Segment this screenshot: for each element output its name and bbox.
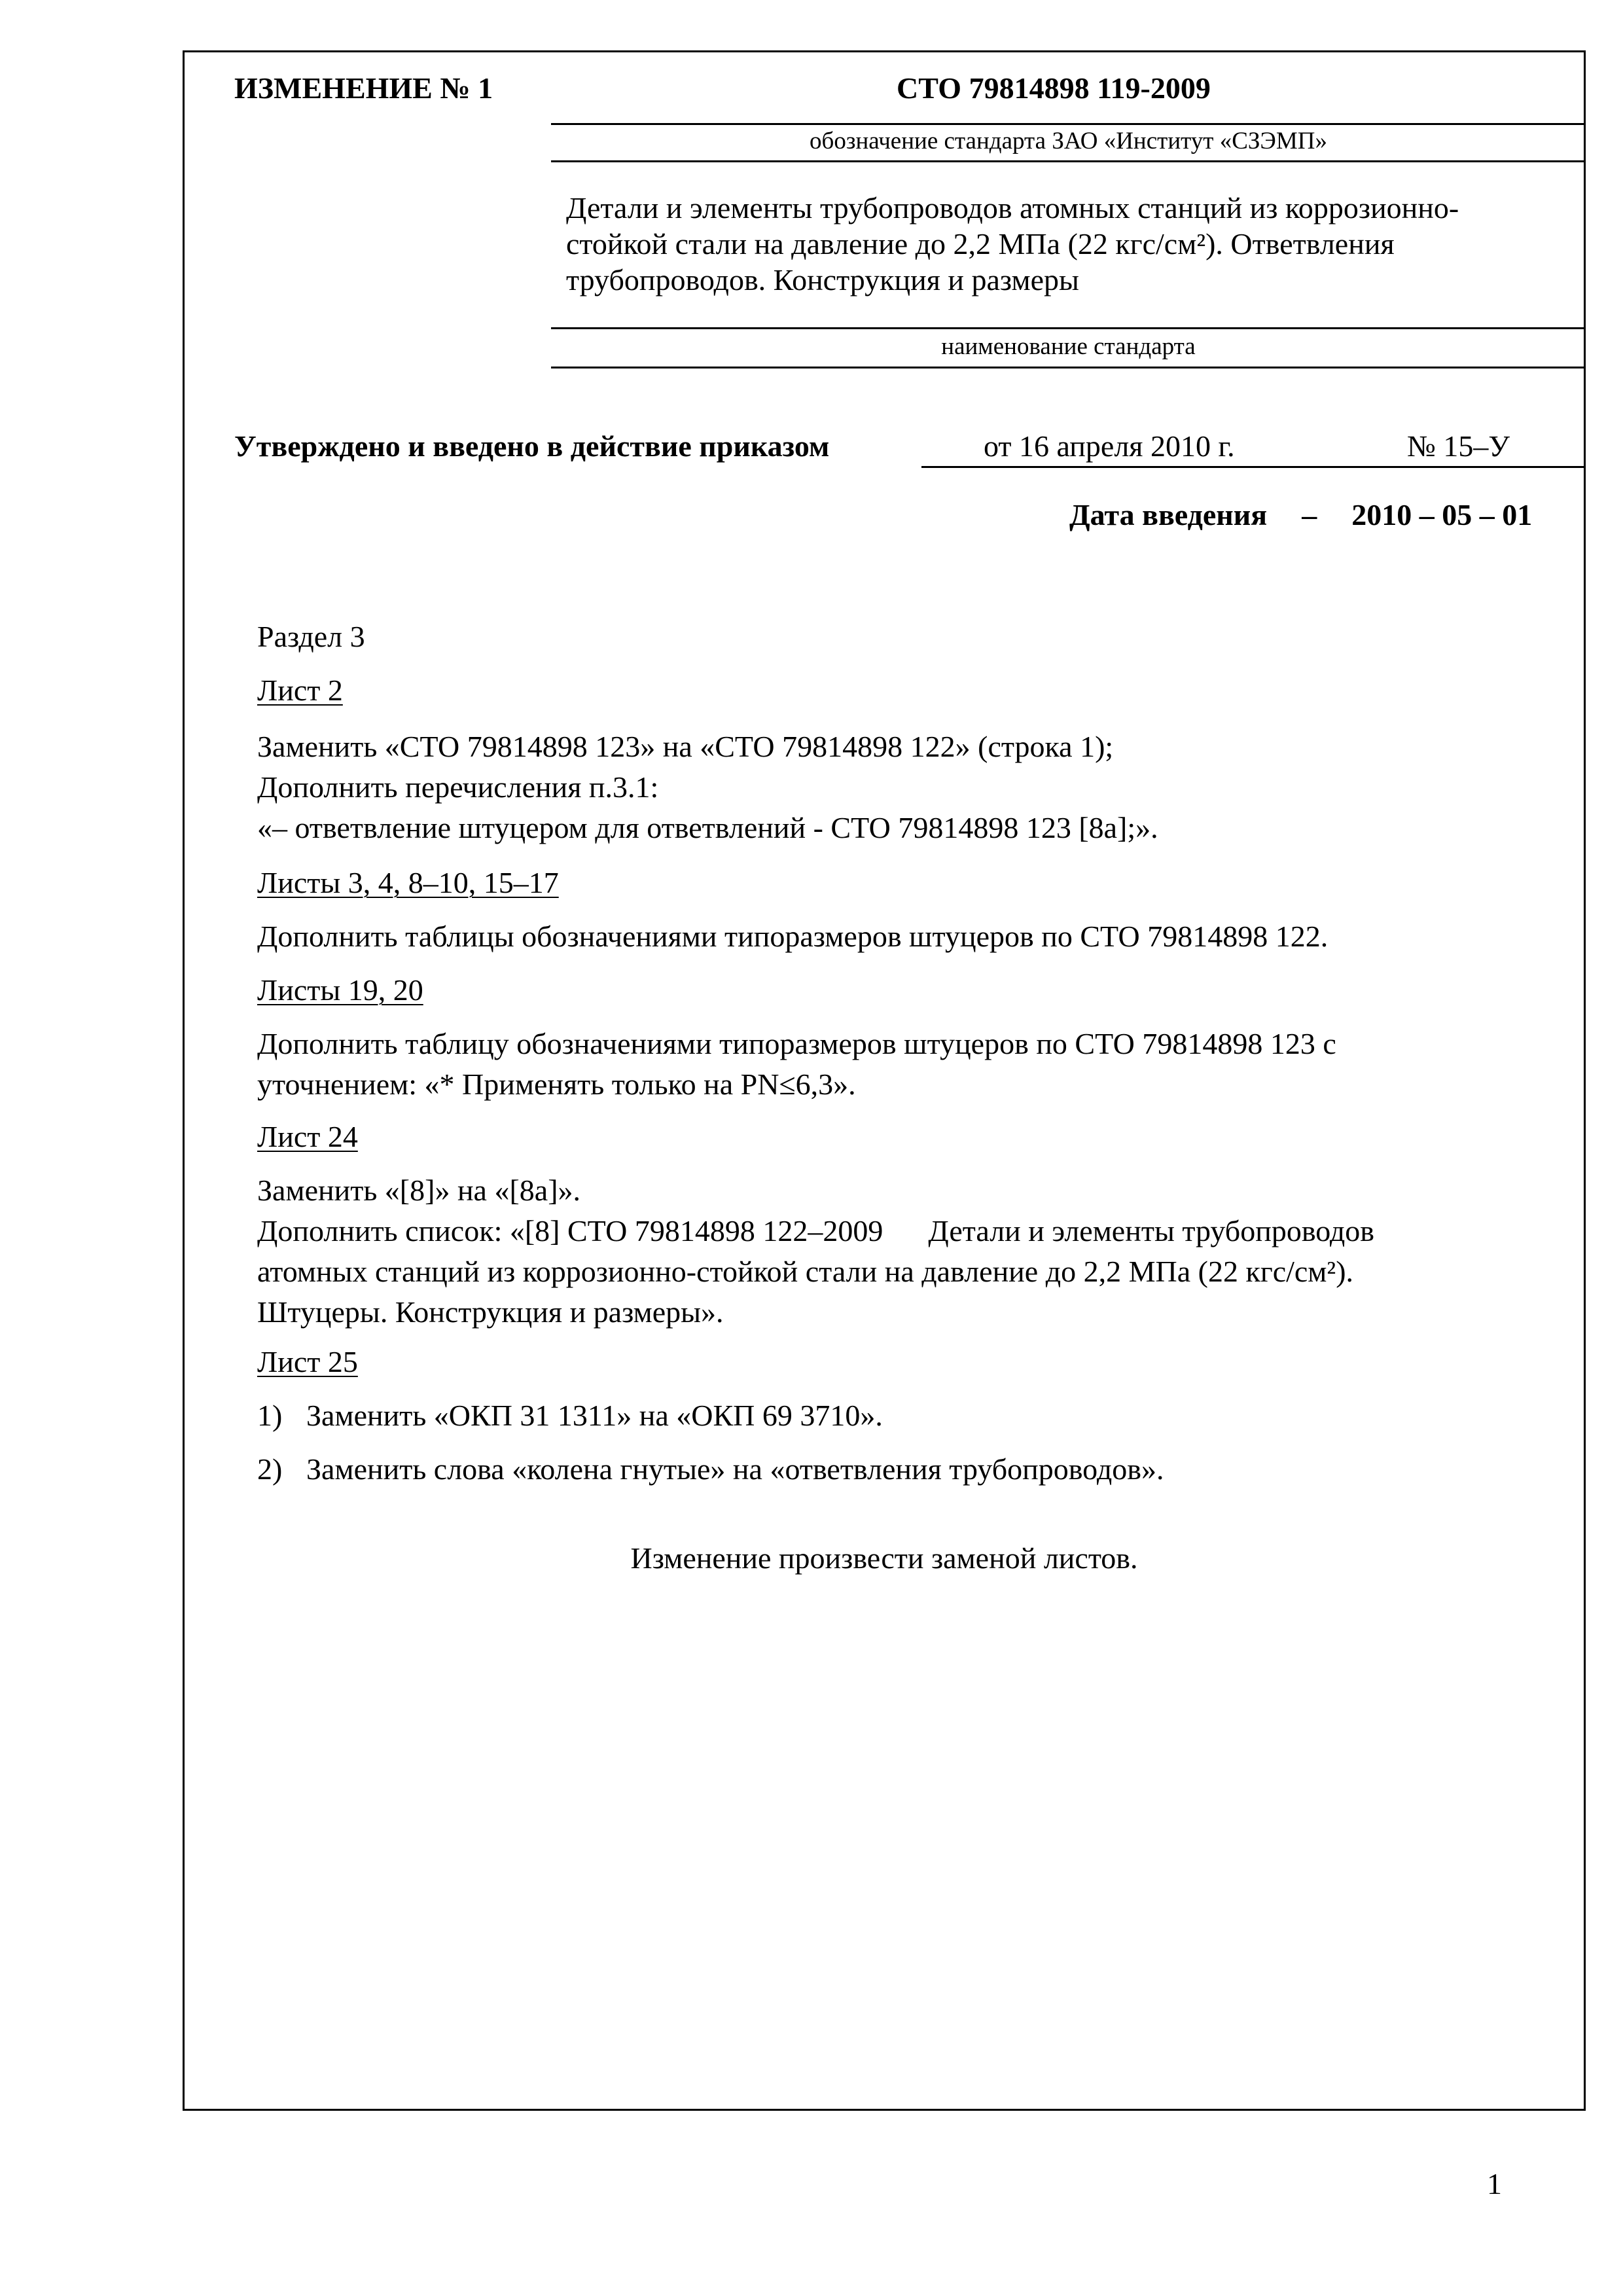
text-line: Дополнить таблицы обозначениями типоразмеров штуцеров по СТО 79814898 122. [257, 920, 1329, 953]
approval-date: от 16 апреля 2010 г. [984, 429, 1235, 463]
code-underline [551, 123, 1586, 125]
text-line: Штуцеры. Конструкция и размеры». [257, 1295, 724, 1329]
intro-date-value: 2010 – 05 – 01 [1351, 498, 1533, 531]
sheet-2-text [257, 726, 1158, 848]
text-line: атомных станций из коррозионно-стойкой стали на давление до 2,2 МПа (22 кгс/см²). [257, 1255, 1354, 1288]
sheet-25-item [257, 1395, 883, 1436]
approval-number: № 15–У [1407, 429, 1510, 463]
item-text: Заменить слова «колена гнутые» на «ответвления трубопроводов». [306, 1452, 1164, 1486]
approval-label: Утверждено и введено в действие приказом [234, 429, 830, 463]
text-line: уточнением: «* Применять только на PN≤6,3». [257, 1067, 856, 1101]
sheets-19-20-heading: Листы 19, 20 [257, 973, 423, 1007]
text-line: Заменить «СТО 79814898 123» на «СТО 79814898 122» (строка 1); [257, 730, 1114, 763]
section-label: Раздел 3 [257, 620, 365, 653]
text-line: «– ответвление штуцером для ответвлений - СТО 79814898 123 [8а];». [257, 811, 1158, 844]
standard-title-caption: наименование стандарта [941, 333, 1196, 360]
text-line: Дополнить список: «[8] СТО 79814898 122–2009 Детали и элементы трубопроводов [257, 1214, 1375, 1247]
sheets-19-20-text [257, 1024, 1336, 1105]
sheet-24-heading: Лист 24 [257, 1120, 358, 1153]
page-number: 1 [1487, 2167, 1502, 2200]
sheet-25-heading: Лист 25 [257, 1345, 358, 1378]
standard-code-caption: обозначение стандарта ЗАО «Институт «СЗЭМП» [810, 128, 1327, 154]
text-line: Заменить «[8]» на «[8а]». [257, 1174, 581, 1207]
item-text: Заменить «ОКП 31 1311» на «ОКП 69 3710». [306, 1399, 883, 1432]
change-label: ИЗМЕНЕНИЕ № 1 [234, 71, 493, 105]
sheet-25-item [257, 1449, 1164, 1490]
standard-title [566, 190, 1459, 298]
approval-underline [921, 466, 1586, 468]
text-line: Дополнить таблицу обозначениями типоразмеров штуцеров по СТО 79814898 123 с [257, 1027, 1336, 1060]
sheet-2-heading: Лист 2 [257, 673, 343, 707]
sheet-24-text [257, 1170, 1374, 1333]
standard-code: СТО 79814898 119-2009 [897, 71, 1211, 105]
standard-title-line: стойкой стали на давление до 2,2 МПа (22 кгс/см²). Ответвления [566, 227, 1395, 260]
intro-date-dash: – [1302, 498, 1317, 531]
intro-date [1069, 497, 1532, 532]
intro-date-label: Дата введения [1069, 498, 1268, 531]
title-underline [551, 327, 1586, 329]
standard-title-line: трубопроводов. Конструкция и размеры [566, 263, 1079, 296]
closing-note: Изменение произвести заменой листов. [630, 1541, 1138, 1575]
standard-title-line: Детали и элементы трубопроводов атомных станций из коррозионно- [566, 191, 1459, 224]
caption-underline [551, 160, 1586, 162]
text-line: Дополнить перечисления п.3.1: [257, 770, 659, 804]
title-caption-underline [551, 367, 1586, 368]
sheets-3-17-heading: Листы 3, 4, 8–10, 15–17 [257, 866, 559, 899]
item-number: 1) [257, 1399, 283, 1432]
item-number: 2) [257, 1452, 283, 1486]
